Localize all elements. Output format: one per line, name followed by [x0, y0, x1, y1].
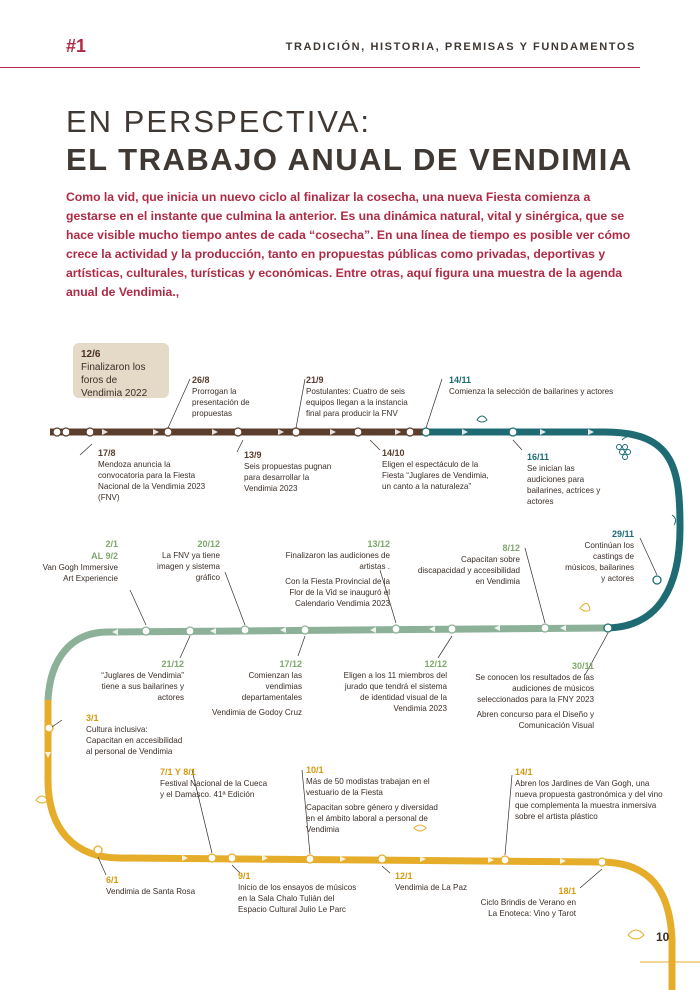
- event-20-12: 20/12 La FNV ya tiene imagen y sistema gráfico: [157, 539, 220, 582]
- event-17-12: 17/12 Comienzan las vendimias departamentales Vendimia de Godoy Cruz: [212, 659, 302, 717]
- event-9-1: 9/1 Inicio de los ensayos de músicos en la Sala Chalo Tulián del Espacio Cultural Julio Le Parc: [238, 871, 357, 914]
- event-7-1: 7/1 Y 8/1 Festival Nacional de la Cueca y el Damasco. 41ª Edición: [160, 767, 268, 799]
- event-21-12: 21/12 “Juglares de Vendimia” tiene a sus bailarines y actores: [101, 659, 184, 702]
- page-number: 10: [656, 930, 670, 944]
- event-10-1: 10/1 Más de 50 modistas trabajan en el vestuario de la Fiesta Capacitan sobre género y diversidad en el ámbito laboral a personal de Vendimia: [306, 765, 438, 834]
- event-12-12: 12/12 Eligen a los 11 miembros del jurado que tendrá el sistema de identidad visual de la Vendimia 2023: [343, 659, 447, 713]
- event-3-1: 3/1 Cultura inclusiva: Capacitan en accesibilidad al personal de Vendimia: [86, 713, 183, 756]
- event-12-1: 12/1 Vendimia de La Paz: [395, 871, 467, 892]
- event-13-12: 13/12 Finalizaron las audiciones de artistas . Con la Fiesta Provincial de la Flor de la Vid se inauguró el Calendario Vendimia 2023: [285, 539, 390, 608]
- intro-paragraph: Como la vid, que inicia un nuevo ciclo al finalizar la cosecha, una nueva Fiesta comienza a gestarse en el instante que culmina la anterior. Es una dinámica natural, vital y sinérgica, que se hace visible mucho tiempo antes de cada “cosecha”. En una línea de tiempo es posible ver cómo crece la actividad y la producción, tanto en propuestas públicas como privadas, deportivas y artísticas, culturales, turísticas y económicas. Entre otras, aquí figura una muestra de la agenda anual de Vendimia.,: [66, 190, 631, 299]
- event-14-10: 14/10 Eligen el espectáculo de la Fiesta “Juglares de Vendimia, un canto a la naturaleza”: [382, 448, 489, 491]
- event-30-11: 30/11 Se conocen los resultados de las audiciones de músicos seleccionados para la FNY 2023 Abren concurso para el Diseño y Comunicación Visual: [475, 661, 594, 730]
- section-number: #1: [66, 36, 87, 56]
- event-26-8: 26/8 Prorrogan la presentación de propuestas: [192, 375, 250, 418]
- page-title-line1: EN PERSPECTIVA:: [66, 104, 372, 139]
- event-2-1: 2/1 AL 9/2 Van Gogh Immersive Art Experiencie: [42, 539, 118, 583]
- page-title-line2: EL TRABAJO ANUAL DE VENDIMIA: [66, 142, 633, 177]
- grape-icon: [617, 436, 635, 459]
- event-13-9: 13/9 Seis propuestas pugnan para desarrollar la Vendimia 2023: [244, 450, 332, 493]
- event-14-11: 14/11 Comienza la selección de bailarines y actores: [449, 375, 614, 396]
- event-14-1: 14/1 Abren los Jardines de Van Gogh, una nueva propuesta gastronómica y del vino que complementa la muestra inmersiva sobre el artista plástico: [515, 767, 663, 821]
- event-16-11: 16/11 Se inician las audiciones para bailarines, actrices y actores: [527, 452, 601, 506]
- event-21-9: 21/9 Postulantes: Cuatro de seis equipos llegan a la instancia final para producir la FNV: [306, 375, 408, 418]
- event-29-11: 29/11 Continúan los castings de músicos, bailarines y actores: [565, 529, 634, 583]
- section-title: TRADICIÓN, HISTORIA, PREMISAS Y FUNDAMENTOS: [285, 41, 636, 53]
- event-8-12: 8/12 Capacitan sobre discapacidad y accesibilidad en Vendimia: [417, 543, 520, 586]
- event-17-8: 17/8 Mendoza anuncia la convocatoria para la Fiesta Nacional de la Vendimia 2023 (FNV): [98, 448, 206, 502]
- highlight-box-12-6: 12/6 Finalizaron los foros de Vendimia 2022: [73, 343, 169, 398]
- event-6-1: 6/1 Vendimia de Santa Rosa: [106, 875, 196, 896]
- event-18-1: 18/1 Ciclo Brindis de Verano en La Enoteca: Vino y Tarot: [480, 886, 576, 918]
